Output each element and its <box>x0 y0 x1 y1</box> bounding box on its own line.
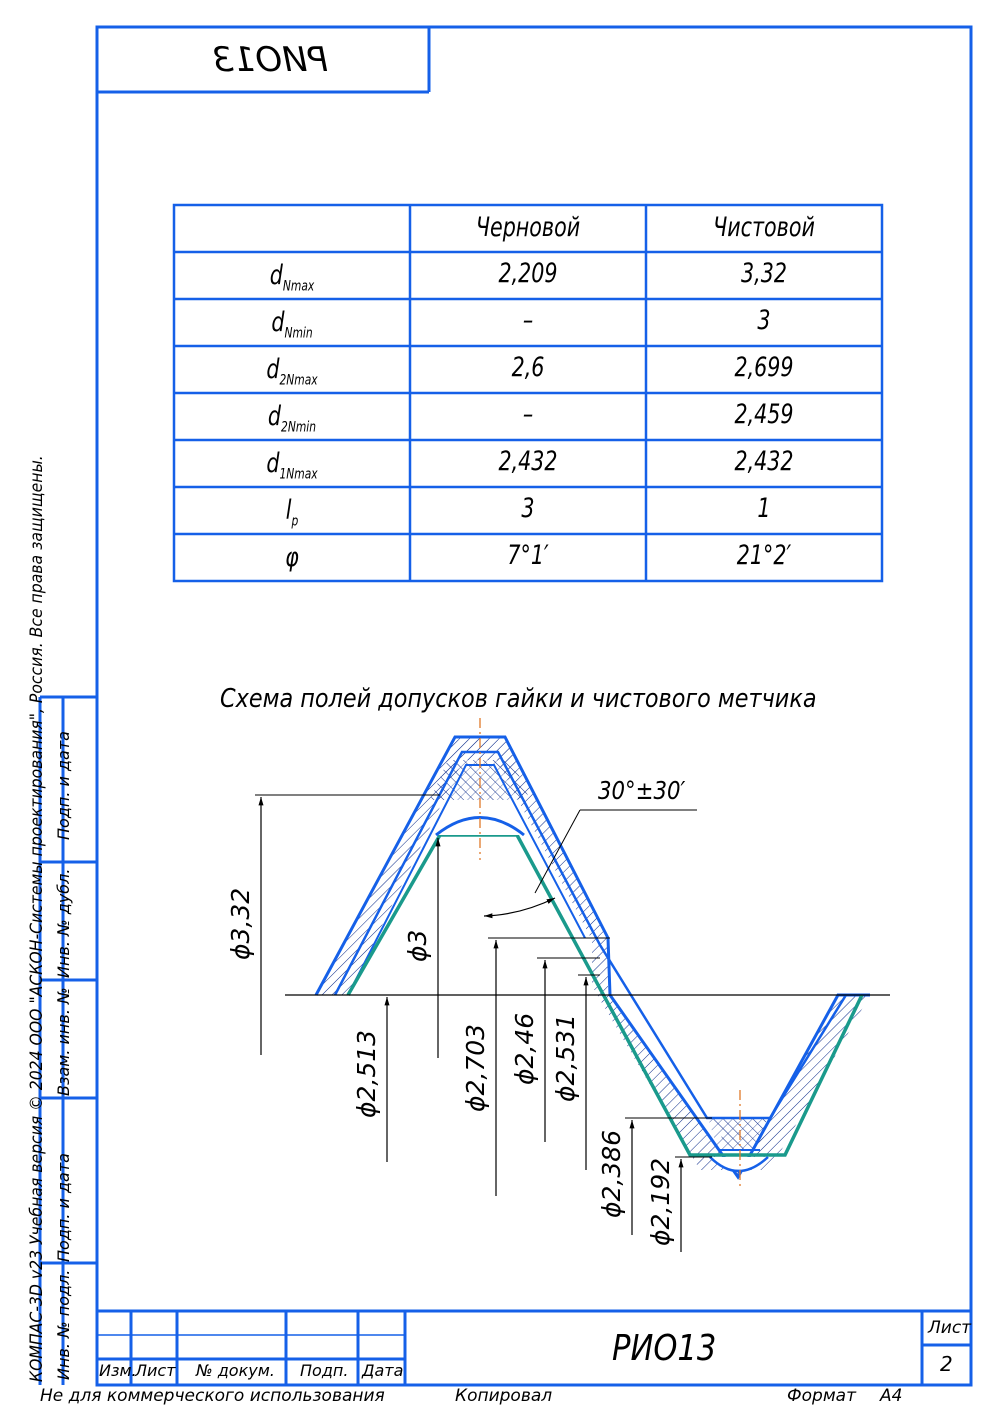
sheet-number: 2 <box>940 1352 953 1376</box>
table-header-finish: Чистовой <box>713 212 815 243</box>
angle-arc <box>484 898 555 916</box>
table-value-finish: 21°2′ <box>736 540 792 571</box>
param-symbol: d <box>269 260 283 291</box>
table-param <box>192 354 393 388</box>
dim-label-d2513: ϕ2,513 <box>352 1029 381 1118</box>
table-value-rough: 2,432 <box>498 446 558 477</box>
param-subscript: 2Nmin <box>281 419 317 436</box>
param-symbol: φ <box>285 542 299 573</box>
param-subscript: 1Nmax <box>279 466 318 483</box>
table-param <box>192 542 393 576</box>
dim-label-d2192: ϕ2,192 <box>646 1157 675 1246</box>
table-value-rough: 3 <box>521 493 535 524</box>
table-value-finish: 3 <box>757 305 771 336</box>
dim-label-d3: ϕ3 <box>403 929 432 962</box>
table-param <box>192 307 393 341</box>
table-value-rough: – <box>522 399 534 430</box>
scheme-title: Схема полей допусков гайки и чистового метчика <box>220 684 817 714</box>
sheet-label: Лист <box>928 1318 972 1338</box>
col-izm: Изм. <box>99 1361 137 1380</box>
table-value-finish: 2,432 <box>734 446 794 477</box>
table-param <box>192 495 393 529</box>
table-param <box>192 260 393 294</box>
table-param <box>192 448 393 482</box>
param-subscript: Nmax <box>282 278 315 295</box>
dim-label-d2386: ϕ2,386 <box>597 1129 626 1218</box>
side-field-inv-podl: Инв. № подл. <box>54 1269 73 1380</box>
table-value-rough: – <box>522 305 534 336</box>
param-subscript: 2Nmax <box>279 372 318 389</box>
table-param <box>192 401 393 435</box>
col-doc: № докум. <box>196 1361 275 1380</box>
param-symbol: d <box>266 448 280 479</box>
dim-label-d2531: ϕ2,531 <box>551 1013 580 1102</box>
dim-label-d246: ϕ2,46 <box>510 1012 539 1085</box>
side-copyright: КОМПАС-3D v23 Учебная версия © 2024 ООО "АСКОН-Системы проектирования", Россия. Все права защищены. <box>27 455 47 1382</box>
param-symbol: d <box>267 401 282 432</box>
nut-tolerance-zone <box>316 737 870 1177</box>
dim-label-d332: ϕ3,32 <box>226 887 255 960</box>
col-list: Лист <box>135 1361 176 1380</box>
param-subscript: Nmin <box>284 325 313 342</box>
col-podp: Подп. <box>300 1361 349 1380</box>
side-field-inv-dubl: Инв. № дубл. <box>54 868 73 978</box>
param-symbol: l <box>285 495 292 526</box>
table-value-finish: 3,32 <box>741 258 787 289</box>
dim-label-d2703: ϕ2,703 <box>461 1023 490 1112</box>
table-value-finish: 1 <box>757 493 771 524</box>
table-value-finish: 2,699 <box>734 352 794 383</box>
thread-scheme <box>255 718 890 1252</box>
mirrored-designation: РИО13 <box>212 40 328 80</box>
table-value-rough: 2,209 <box>498 258 558 289</box>
param-symbol: d <box>266 354 280 385</box>
col-data: Дата <box>362 1361 404 1380</box>
table-value-finish: 2,459 <box>734 399 794 430</box>
side-field-podp-data-1: Подп. и дата <box>54 731 73 840</box>
param-subscript: p <box>291 513 299 530</box>
table-header-rough: Черновой <box>475 212 581 243</box>
param-symbol: d <box>271 307 285 338</box>
footer-format-value: А4 <box>880 1386 903 1406</box>
footer-noncommercial: Не для коммерческого использования <box>40 1386 385 1406</box>
table-value-rough: 7°1′ <box>507 540 549 571</box>
designation: РИО13 <box>612 1328 717 1369</box>
side-field-vzam-inv: Взам. инв. № <box>54 987 73 1096</box>
footer-copied: Копировал <box>455 1386 553 1406</box>
angle-label: 30°±30′ <box>598 776 686 805</box>
side-field-podp-data-2: Подп. и дата <box>54 1153 73 1262</box>
footer-format-label: Формат <box>787 1386 856 1406</box>
table-value-rough: 2,6 <box>511 352 545 383</box>
